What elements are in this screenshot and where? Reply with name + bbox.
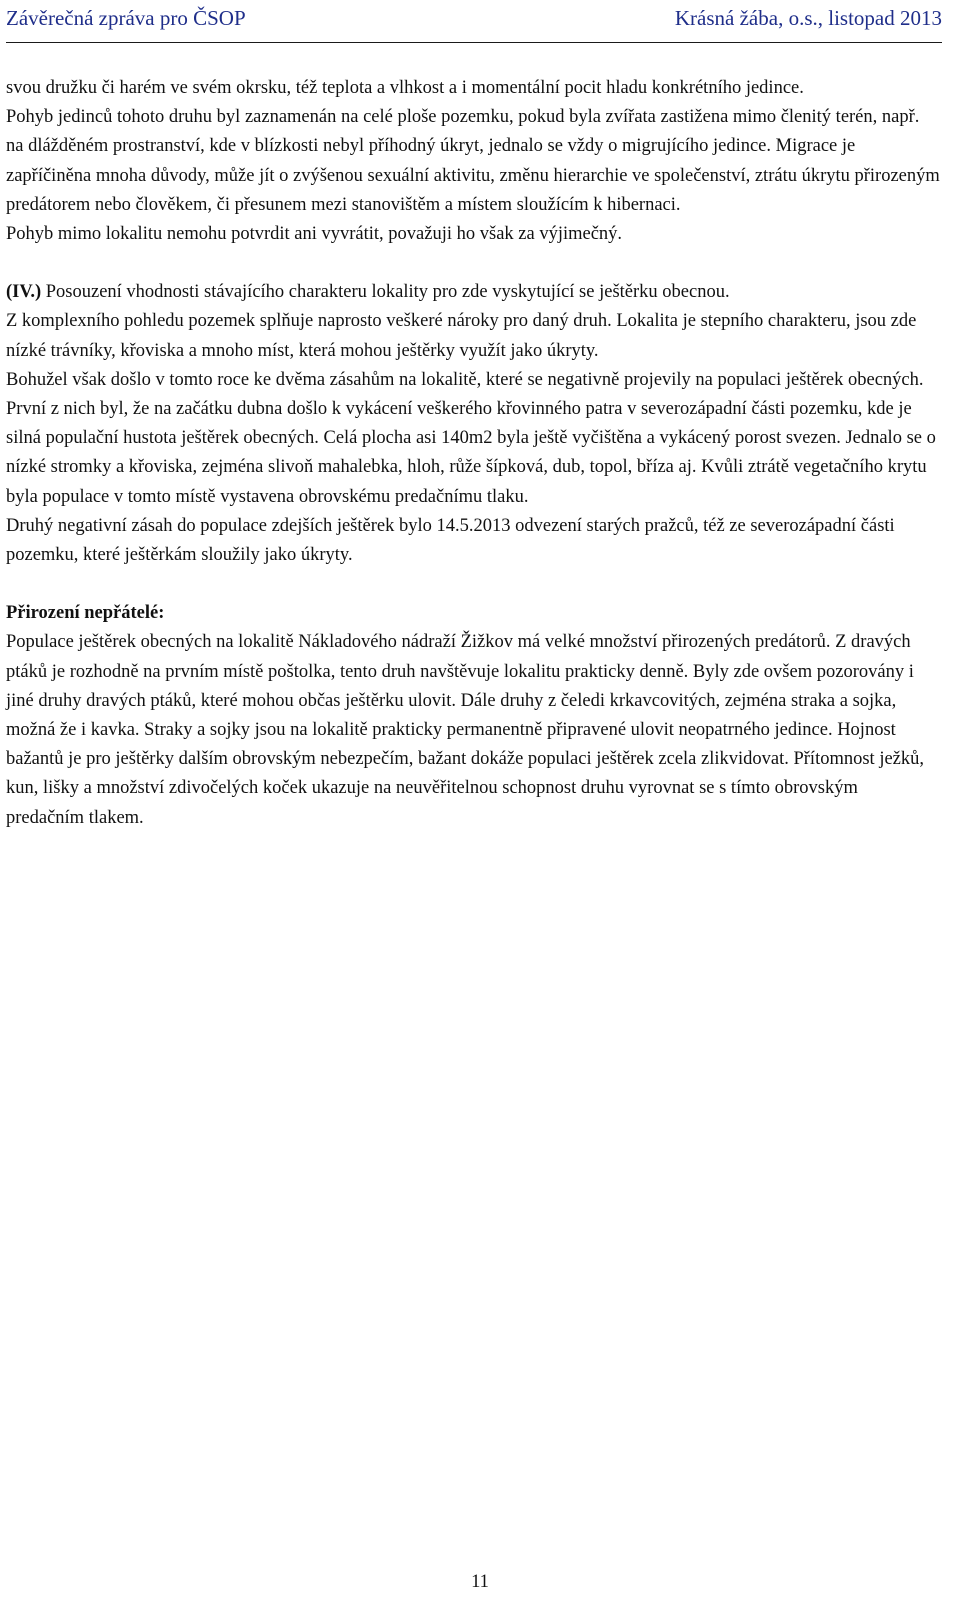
paragraph-migration: Pohyb jedinců tohoto druhu byl zaznamenán na celé ploše pozemku, pokud byla zvířata zastižena mimo členitý terén, např. na dlážděném prostranství, kde v blízkosti nebyl příhodný úkryt, jednalo se vždy o migrujícího jedince. Migrace je zapříčiněna mnoha důvody, může jít o zvýšenou sexuální aktivitu, změnu hierarchie ve společenství, ztrátu úkrytu přirozeným predátorem nebo člověkem, či přesunem mezi stanovištěm a místem sloužícím k hibernaci. bbox=[6, 107, 940, 215]
natural-enemies-heading bbox=[6, 599, 940, 628]
header-organization-date: Krásná žába, o.s., listopad 2013 bbox=[674, 6, 942, 30]
paragraph-continuation: svou družku či harém ve svém okrsku, též teplota a vlhkost a i momentální pocit hladu konkrétního jedince. bbox=[6, 78, 804, 98]
header-report-title: Závěrečná zpráva pro ČSOP bbox=[6, 6, 246, 30]
paragraph-interventions: Bohužel však došlo v tomto roce ke dvěma zásahům na lokalitě, které se negativně projevily na populaci ještěrek obecných. První z nich byl, že na začátku dubna došlo k vykácení veškerého křovinného patra v severozápadní části pozemku, kde je silná populační hustota ještěrek obecných. Celá plocha asi 140m2 byla ještě vyčištěna a vykácený porost svezen. Jednalo se o nízké stromky a křoviska, zejména slivoň mahalebka, hloh, růže šípková, dub, topol, bříza aj. Kvůli ztrátě vegetačního krytu byla populace v tomto místě vystavena obrovskému predačnímu tlaku. bbox=[6, 369, 936, 507]
paragraph-second-intervention: Druhý negativní zásah do populace zdejších ještěrek bylo 14.5.2013 odvezení starých pražců, též ze severozápadní části pozemku, které ještěrkám sloužily jako úkryty. bbox=[6, 515, 895, 566]
page-number: 11 bbox=[471, 1572, 489, 1592]
spacer bbox=[6, 249, 940, 278]
section-title: Posouzení vhodnosti stávajícího charakteru lokality pro zde vyskytující se ještěrku obecnou. bbox=[41, 282, 730, 303]
page-header bbox=[6, 6, 942, 43]
natural-enemies-heading-text: Přirození nepřátelé: bbox=[6, 603, 165, 624]
paragraph-suitability: Z komplexního pohledu pozemek splňuje naprosto veškeré nároky pro daný druh. Lokalita je stepního charakteru, jsou zde nízké trávníky, křoviska a mnoho míst, která mohou ještěrky využít jako úkryty. bbox=[6, 311, 917, 361]
section-number: (IV.) bbox=[6, 282, 42, 303]
spacer bbox=[6, 570, 940, 599]
document-body bbox=[6, 74, 940, 833]
section-heading-iv bbox=[6, 278, 940, 307]
paragraph-movement-outside: Pohyb mimo lokalitu nemohu potvrdit ani vyvrátit, považuji ho však za výjimečný. bbox=[6, 224, 623, 245]
paragraph-predators: Populace ještěrek obecných na lokalitě Nákladového nádraží Žižkov má velké množství přirozených predátorů. Z dravých ptáků je rozhodně na prvním místě poštolka, tento druh navštěvuje lokalitu prakticky denně. Byly zde ovšem pozorovány i jiné druhy dravých ptáků, které mohou občas ještěrku ulovit. Dále druhy z čeledi krkavcovitých, zejména straka a sojka, možná že i kavka. Straky a sojky jsou na lokalitě prakticky permanentně připravené ulovit neopatrného jedince. Hojnost bažantů je pro ještěrky dalším obrovským nebezpečím, bažant dokáže populaci ještěrek zcela zlikvidovat. Přítomnost ježků, kun, lišky a množství zdivočelých koček ukazuje na neuvěřitelnou schopnost druhu vyrovnat se s tímto obrovským predačním tlakem. bbox=[6, 632, 925, 828]
